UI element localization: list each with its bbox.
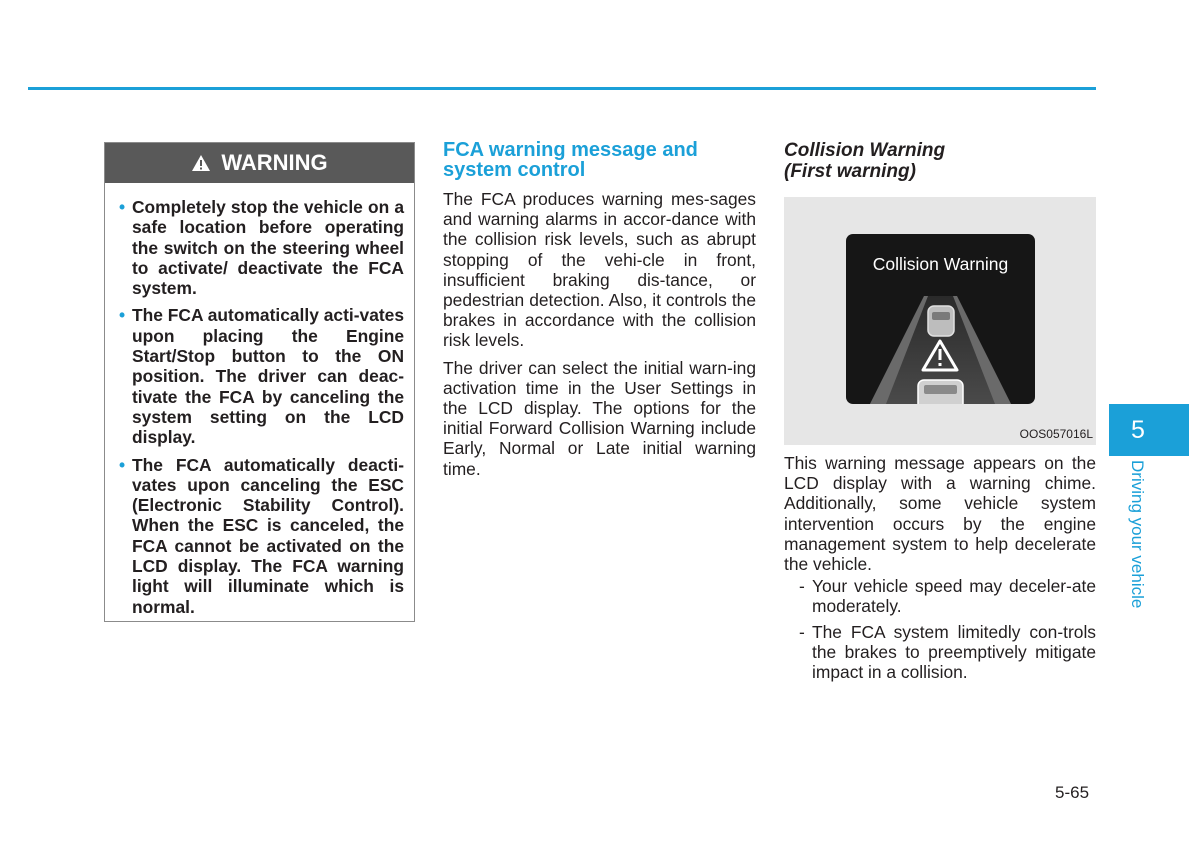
warning-list [105,183,414,617]
figure-code: OOS057016L [1019,427,1093,441]
chapter-label [1122,460,1152,626]
body-paragraph: The FCA produces warning mes-sages and warning alarms in accor-dance with the collision risk levels, such as abrupt stopping of the vehi-cle in front, insufficient braking dis-tance, or pedestrian detection. Also, it controls the brakes in accordance with the collision risk levels. [443,189,756,351]
warning-item: • The FCA automatically acti-vates upon placing the Engine Start/Stop button to the ON position. The driver can deac-tivate the FCA by canceling the system setting on the LCD display. [119,305,404,448]
warning-header [105,143,414,183]
page-number: 5-65 [1055,783,1090,802]
warning-item: • The FCA automatically deacti-vates upon canceling the ESC (Electronic Stability Control). When the ESC is canceled, the FCA cannot be activated on the LCD display. The FCA warning light will illuminate which is normal. [119,454,404,617]
dash-item: - Your vehicle speed may deceler-ate moderately. [799,576,1096,617]
chapter-label-text: Driving your vehicle [1128,460,1147,609]
chapter-number: 5 [1131,415,1145,444]
dash-marker: - [799,621,805,642]
bullet-icon: • [119,305,126,326]
dash-item: - The FCA system limitedly con-trols the brakes to preemptively mitigate impact in a collision. [799,621,1096,683]
lcd-figure [784,197,1096,445]
bullet-icon: • [119,454,126,475]
dash-marker: - [799,576,805,597]
chapter-tab [1109,404,1189,456]
subsection-heading [784,140,1096,182]
subsection-heading-line1: Collision Warning [784,140,946,161]
warning-title: WARNING [221,150,328,175]
top-rule [28,87,1096,90]
dash-list [784,576,1096,682]
warning-triangle-icon [191,154,211,172]
lcd-display [846,234,1035,404]
body-paragraph: This warning message appears on the LCD display with a warning chime. Additionally, some vehicle system intervention occurs by the engine management system to help decelerate the vehicle. [784,453,1096,575]
section-heading: FCA warning message and system control [443,139,698,181]
middle-column [443,140,756,486]
body-paragraph: The driver can select the initial warn-ing activation time in the User Settings in the LCD display. The options for the initial Forward Collision Warning include Early, Normal or Late initial warning time. [443,357,756,479]
subsection-heading-line2: (First warning) [784,161,916,182]
warning-item: • Completely stop the vehicle on a safe location before operating the switch on the steering wheel to activate/ deactivate the FCA system. [119,197,404,299]
bullet-icon: • [119,197,126,217]
right-column [784,140,1096,687]
lcd-message: Collision Warning [872,254,1009,274]
warning-box [104,142,415,622]
